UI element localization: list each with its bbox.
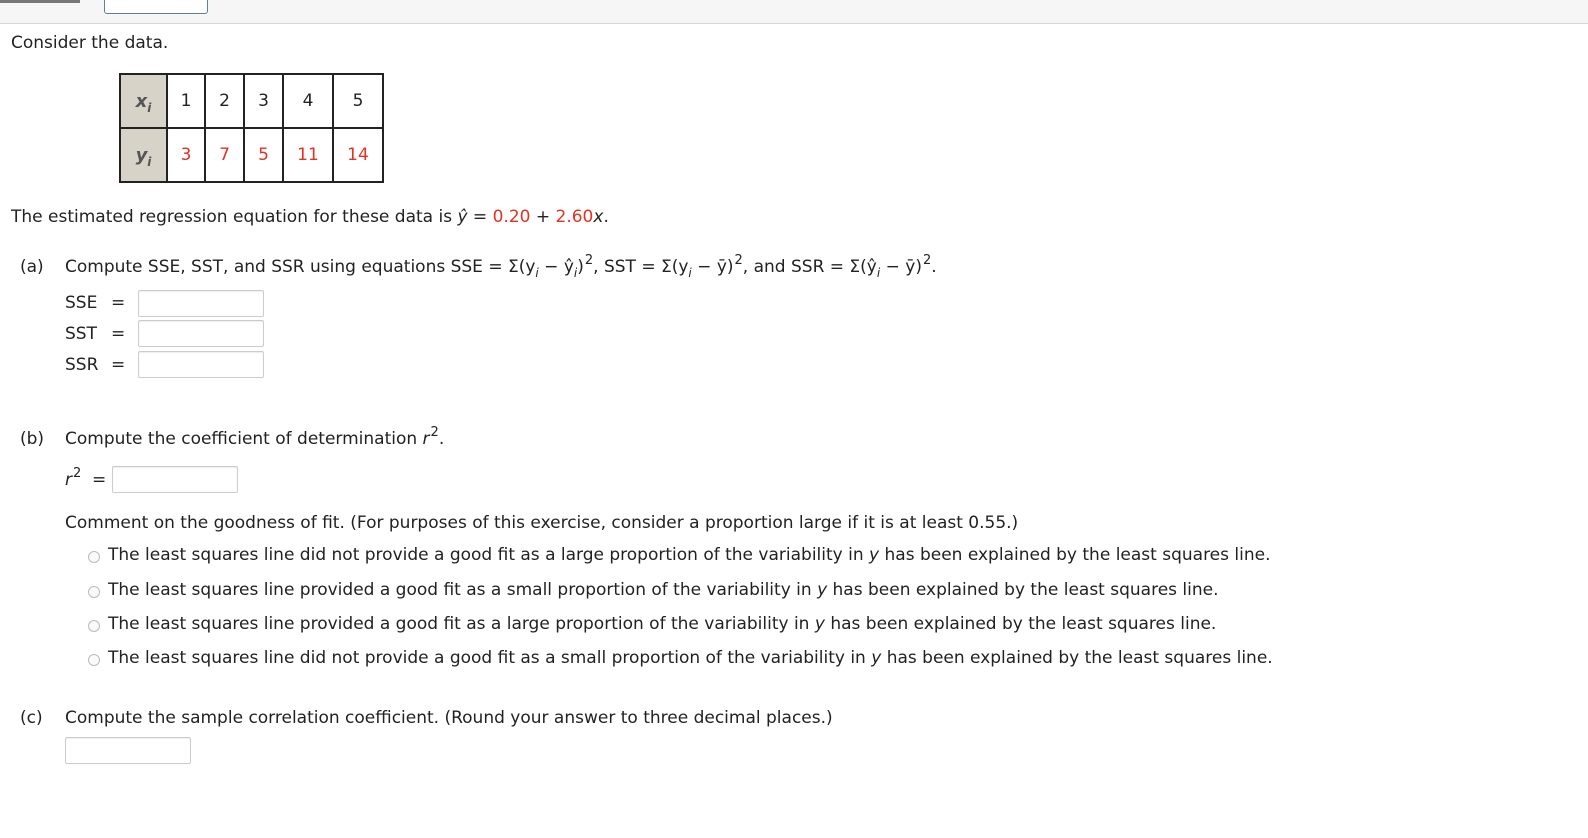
y-cell: 7 [205,128,244,182]
x-cell: 2 [205,74,244,128]
option-4-radio[interactable] [88,654,100,666]
sst-label: SST [65,324,97,344]
y-cell: 11 [283,128,333,182]
y-cell: 3 [167,128,205,182]
sse-label: SSE [65,293,98,313]
x-row [120,74,383,128]
ssr-eq: = [111,355,126,375]
option-3-label[interactable]: The least squares line provided a good fit as a large proportion of the variability in y has been explained by the least squares line. [108,614,1217,634]
r2-input[interactable] [112,466,238,493]
option-1-radio[interactable] [88,551,100,563]
regression-equation: The estimated regression equation for these data is ŷ = 0.20 + 2.60x. [11,207,609,227]
correlation-input[interactable] [65,737,191,764]
r2-eq: = [92,470,107,490]
part-c-prompt: Compute the sample correlation coefficient. (Round your answer to three decimal places.) [65,708,833,728]
y-cell: 5 [244,128,283,182]
part-a-prompt: Compute SSE, SST, and SSR using equations SSE = $\Sigma(y_i$ − $ŷ_i)^2$, SST = $\Sigma(y_i$ − ȳ)$^2$, and SSR = $\Sigma(ŷ_i$ − ȳ)$^2$. [65,253,937,280]
x-cell: 5 [333,74,383,128]
comment-prompt: Comment on the goodness of fit. (For purposes of this exercise, consider a proportion large if it is at least 0.55.) [65,513,1019,533]
option-2-label[interactable]: The least squares line provided a good fit as a small proportion of the variability in y has been explained by the least squares line. [108,580,1219,600]
intro-text: Consider the data. [11,33,169,53]
ssr-input[interactable] [138,351,264,378]
option-2-radio[interactable] [88,586,100,598]
option-1-label[interactable]: The least squares line did not provide a good fit as a large proportion of the variability in y has been explained by the least squares line. [108,545,1271,565]
option-4-label[interactable]: The least squares line did not provide a good fit as a small proportion of the variability in y has been explained by the least squares line. [108,648,1273,668]
sst-eq: = [111,324,126,344]
option-3-radio[interactable] [88,620,100,632]
x-cell: 3 [244,74,283,128]
y-row [120,128,383,182]
part-a-letter: (a) [20,257,44,277]
part-b-prompt: Compute the coefficient of determination $r^2$. [65,425,445,449]
sse-input[interactable] [138,290,264,317]
toolbar-dropdown[interactable] [104,0,208,14]
x-cell: 4 [283,74,333,128]
x-header: $x_i$ [120,74,167,128]
y-header: $y_i$ [120,128,167,182]
data-table [119,73,384,183]
toolbar-fragment [0,0,80,3]
ssr-label: SSR [65,355,99,375]
y-cell: 14 [333,128,383,182]
r2-label: $r^2$ [65,466,82,490]
x-cell: 1 [167,74,205,128]
sse-eq: = [111,293,126,313]
top-toolbar [0,0,1588,24]
part-c-letter: (c) [20,708,43,728]
sst-input[interactable] [138,320,264,347]
part-b-letter: (b) [20,429,45,449]
